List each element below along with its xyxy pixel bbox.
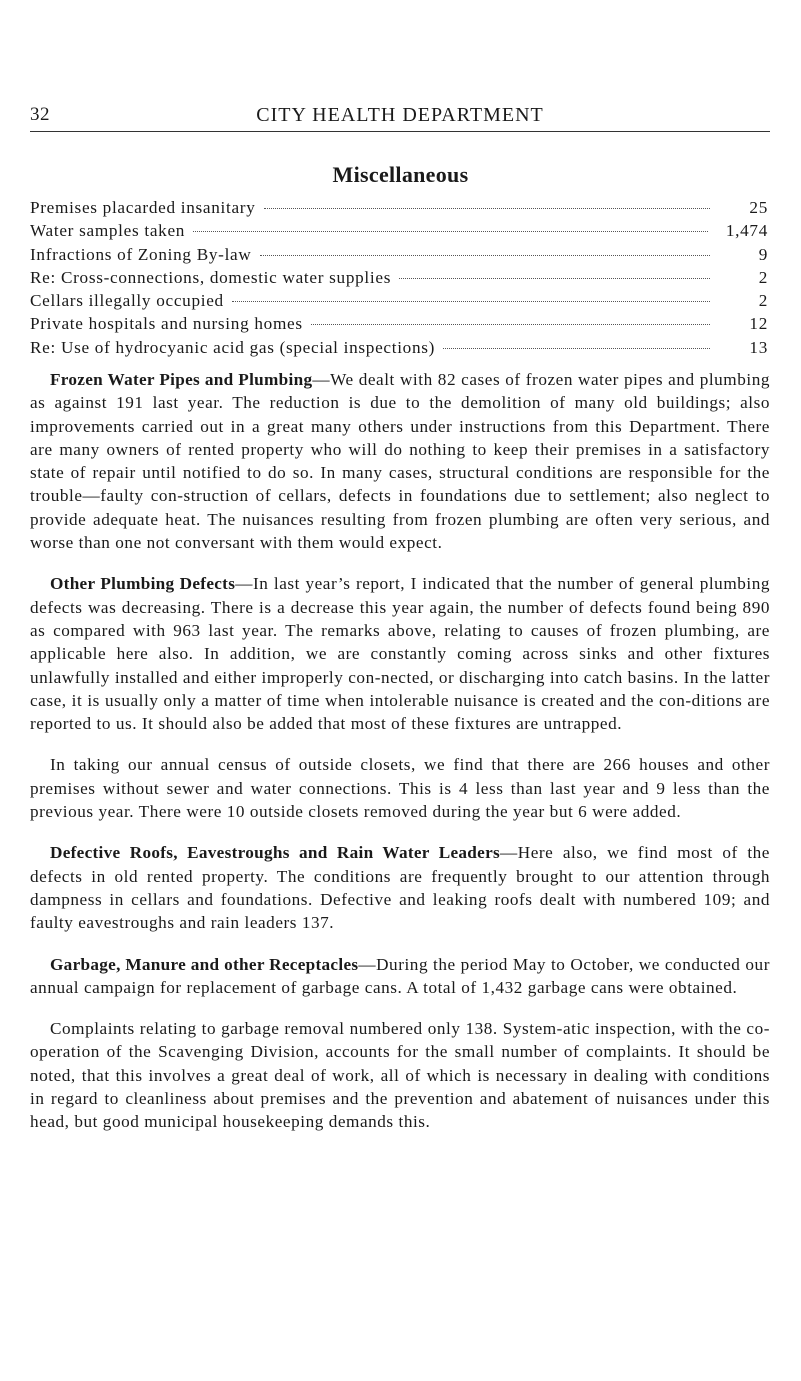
page-header	[30, 104, 770, 134]
body-text	[30, 368, 770, 1152]
running-head: CITY HEALTH DEPARTMENT	[256, 104, 544, 126]
stat-row	[30, 312, 768, 335]
paragraph-garbage	[30, 953, 770, 1000]
stat-row	[30, 219, 768, 242]
stat-value: 2	[758, 291, 768, 311]
statistics-list	[30, 196, 768, 359]
header-rule	[30, 131, 770, 132]
stat-row	[30, 266, 768, 289]
paragraph-outside-closets	[30, 753, 770, 823]
paragraph-heading: Garbage, Manure and other Receptacles	[50, 954, 359, 974]
paragraph-text: —We dealt with 82 cases of frozen water pipes and plumbing as against 191 last year. The reduction is due to the demolition of many old buildings; also improvements carried out in a great many others under instructions from this Department. There are many owners of rented property who will do nothing to keep their premises in a satisfactory state of repair until notified to do so. In many cases, structural conditions are responsible for the trouble—faulty con-struction of cellars, defects in foundations due to settlement; also neglect to provide adequate heat. The nuisances resulting from frozen plumbing are often very serious, and worse than one not conversant with them would expect.	[30, 370, 770, 553]
dot-leader	[193, 231, 708, 232]
stat-value: 9	[758, 244, 768, 264]
dot-leader	[260, 255, 710, 256]
paragraph-heading: Other Plumbing Defects	[50, 574, 236, 594]
paragraph-plumbing-defects	[30, 572, 770, 735]
paragraph-text: In taking our annual census of outside closets, we find that there are 266 houses and other premises without sewer and water connections. This is 4 less than last year and 9 less than the previous year. There were 10 outside closets removed during the year but 6 were added.	[30, 755, 770, 822]
dot-leader	[399, 278, 710, 279]
dot-leader	[311, 324, 710, 325]
paragraph-frozen-pipes	[30, 368, 770, 554]
dot-leader	[264, 208, 710, 209]
section-title: Miscellaneous	[332, 162, 469, 187]
stat-label: Re: Cross-connections, domestic water supplies	[30, 267, 392, 287]
stat-label: Cellars illegally occupied	[30, 291, 224, 311]
page-number: 32	[30, 104, 50, 125]
paragraph-text: —Here also, we find most of the defects in old rented property. The conditions are frequently brought to our attention through dampness in cellars and foundations. Defective and leaking roofs dealt with numbered 109; and faulty eavestroughs and rain leaders 137.	[30, 843, 770, 933]
stat-value: 25	[749, 198, 768, 217]
stat-label: Premises placarded insanitary	[30, 198, 256, 217]
paragraph-complaints	[30, 1017, 770, 1133]
paragraph-defective-roofs	[30, 841, 770, 934]
stat-value: 12	[749, 314, 768, 334]
dot-leader	[443, 348, 710, 349]
paragraph-text: —During the period May to October, we conducted our annual campaign for replacement of garbage cans. A total of 1,432 garbage cans were obtained.	[30, 954, 770, 997]
stat-label: Water samples taken	[30, 221, 186, 241]
stat-value: 2	[758, 267, 768, 287]
dot-leader	[232, 301, 710, 302]
stat-value: 13	[749, 337, 768, 357]
stat-label: Re: Use of hydrocyanic acid gas (special inspections)	[30, 337, 436, 357]
paragraph-heading: Frozen Water Pipes and Plumbing	[50, 370, 313, 389]
stat-row	[30, 336, 768, 359]
stat-row	[30, 196, 768, 219]
paragraph-text: Complaints relating to garbage removal numbered only 138. System-atic inspection, with the co-operation of the Scavenging Division, accounts for the small number of complaints. It should be noted, that this involves a great deal of work, all of which is necessary in dealing with conditions in regard to cleanliness about premises and the prevention and abatement of nuisances under this head, but good municipal housekeeping demands this.	[30, 1019, 770, 1132]
paragraph-heading: Defective Roofs, Eavestroughs and Rain Water Leaders	[50, 843, 500, 863]
stat-row	[30, 243, 768, 266]
stat-label: Infractions of Zoning By-law	[30, 244, 252, 264]
stat-value: 1,474	[725, 221, 768, 241]
paragraph-text: —In last year’s report, I indicated that the number of general plumbing defects was decreasing. There is a decrease this year again, the number of defects found being 890 as compared with 963 last year. The remarks above, relating to causes of frozen plumbing, are applicable here also. In addition, we are constantly coming across sinks and other fixtures unlawfully installed and either improperly con-nected, or discharging into catch basins. In the latter case, it is usually only a matter of time when intolerable nuisance is created and the con-ditions are reported to us. It should also be added that most of these fixtures are untrapped.	[30, 574, 770, 734]
stat-row	[30, 289, 768, 312]
stat-label: Private hospitals and nursing homes	[30, 314, 303, 334]
